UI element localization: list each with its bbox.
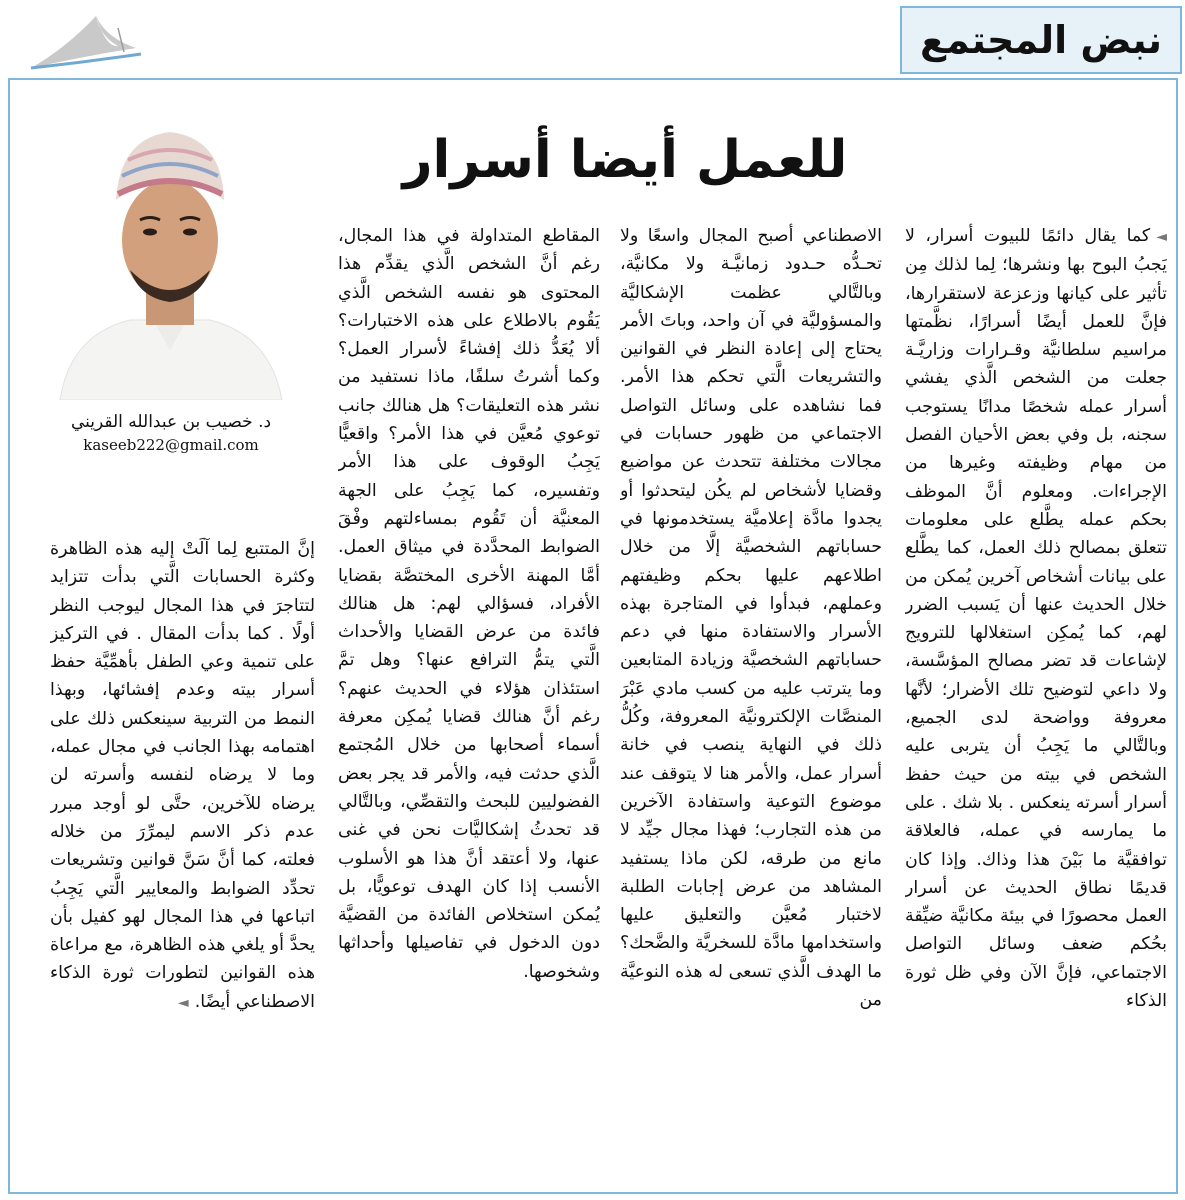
author-byline bbox=[40, 412, 302, 454]
author-email: kaseeb222@gmail.com bbox=[83, 436, 259, 454]
column-text: الاصطناعي أصبح المجال واسعًا ولا تحـدُّه حـدود زمانيَّـة ولا مكانيَّة، وبالتَّالي عظمت الإشكاليَّة والمسؤوليَّة في آن واحد، وباتَ الأمر يحتاج إلى إعادة النظر في القوانين والتشريعات الَّتي تحكم هذا الأمر. فما نشاهده على وسائل التواصل الاجتماعي من ظهور حسابات في مجالات مختلفة تتحدث عن مواضيع وقضايا لأشخاص لم يكُن ليتحدثوا أو يجدوا مادَّة إعلاميَّة يستخدمونها في حساباتهم الشخصيَّة إلَّا من خلال اطلاعهم عليها بحكم وظيفتهم وعملهم، فبدأوا في المتاجرة بهذه الأسرار والاستفادة منها في دعم حساباتهم الشخصيَّة وزيادة المتابعين وما يترتب عليه من كسب مادي عَبْرَ المنصَّات الإلكترونيَّة المعروفة، وكُلُّ ذلك في النهاية ينصب في خانة أسرار عمل، والأمر هنا لا يتوقف عند موضوع التوعية واستفادة الآخرين من هذه التجارب؛ فهذا مجال جيِّد لا مانع من طرقه، لكن ماذا يستفيد المشاهد من عرض إجابات الطلبة لاختبار مُعيَّن والتعليق عليها واستخدامها مادَّة للسخريَّة والضَّحك؟ ما الهدف الَّذي تسعى له هذه النوعيَّة من bbox=[620, 226, 882, 1011]
column-text: إنَّ المتتبع لِما آلَتْ إليه هذه الظاهرة وكثرة الحسابات الَّتي بدأت تتزايد لتتاجرَ في هذا المجال ليوجب النظر أولًا . كما بدأت المقال . في التركيز على تنمية وعي الطفل بأهمِّيَّة حفظ أسرار بيته وعدم إفشائها، وبهذا النمط من التربية سينعكس ذلك على اهتمامه بهذا الجانب في مجال عمله، وما لا يرضاه لنفسه وأسرته لن يرضاه للآخرين، حتَّى لو أوجد مبرر عدم ذكر الاسم ليمرِّرَ من خلاله فعلته، كما أنَّ سَنَّ قوانين وتشريعات تحدِّد الضوابط والمعايير الَّتي يَجِبُ اتباعها في هذا المجال لهو كفيل بأن يحدَّ أو يلغي هذه الظاهرة، مع مراعاة هذه القوانين لتطورات ثورة الذكاء الاصطناعي أيضًا. bbox=[50, 539, 315, 1012]
column-text: المقاطع المتداولة في هذا المجال، رغم أنَّ الشخص الَّذي يقدِّم هذا المحتوى هو نفسه الشخص الَّذي يَقُوم بالاطلاع على هذه الاختبارات؟ ألا يُعَدُّ ذلك إفشاءً لأسرار العمل؟ وكما أشرتُ سلفًا، ماذا نستفيد من نشر هذه التعليقات؟ هل هنالك جانب توعوي مُعيَّن في هذا الأمر؟ واقعيًّا يَجِبُ الوقوف على هذا الأمر وتفسيره، كما يَجِبُ على الجهة المعنيَّة أن تَقُوم بمساءلتهم وفْقَ الضوابط المحدَّدة في ميثاق العمل. أمَّا المهنة الأخرى المختصَّة بقضايا الأفراد، فسؤالي لهم: هل هنالك فائدة من عرض القضايا والأحداث الَّتي يتمُّ الترافع عنها؟ وهل تمَّ استئذان هؤلاء في الحديث عنهم؟ رغم أنَّ هنالك قضايا يُمكِن معرفة أسماء أصحابها من خلال المُجتمع الَّذي حدثت فيه، والأمر قد يجر بعض الفضوليين للبحث والتقصِّي، وبالتَّالي قد تحدثُ إشكاليَّات نحن في غنى عنها، ولا أعتقد أنَّ هذا هو الأسلوب الأنسب إذا كان الهدف توعويًّا، بل يُمكن استخلاص الفائدة من القضيَّة دون الدخول في تفاصيلها وأحداثها وشخوصها. bbox=[338, 226, 600, 982]
section-title: نبض المجتمع bbox=[920, 18, 1162, 62]
author-portrait bbox=[50, 110, 290, 400]
author-name: د. خصيب بن عبدالله القريني bbox=[70, 412, 272, 432]
end-mark-icon: ◄ bbox=[177, 994, 189, 1011]
bullet-icon: ◄ bbox=[1156, 229, 1167, 245]
section-tab bbox=[900, 6, 1182, 74]
article-column-2 bbox=[620, 222, 882, 1192]
article-title: للعمل أيضا أسرار bbox=[402, 130, 848, 190]
article-column-1 bbox=[905, 222, 1167, 1192]
article-column-3 bbox=[338, 222, 600, 1192]
column-text: كما يقال دائمًا للبيوت أسرار، لا يَجبُ البوح بها ونشرها؛ لِما لذلك مِن تأثير على كيانها وزعزعة لاستقرارها، فإنَّ للعمل أيضًا أسرارًا، نظَّمتها مراسيم سلطانيَّة وقـرارات وزاريَّـة جعلت من الشخص الَّذي يفشي أسرار عمله شخصًا مدانًا يستوجب سجنه، بل وفي بعض الأحيان الفصل من مهام وظيفته وغيرها من الإجراءات. ومعلوم أنَّ الموظف بحكم عمله يطَّلع على معلومات تتعلق بمصالح ذلك العمل، كما يطَّلع على بيانات أشخاص آخرين يُمكن من خلال الحديث عنها أن يَسبب الضرر لهم، كما يُمكِن استغلالها للترويج لإشاعات قد تضر مصالح المؤسَّسة، ولا داعي لتوضيح تلك الأضرار؛ لأنَّها معروفة وواضحة لدى الجميع، وبالتَّالي ما يَجِبُ أن يتربى عليه الشخص في بيته من حيث حفظ أسرار أسرته ينعكس . بلا شك . على ما يمارسه في عمله، فالعلاقة توافقيَّة ما بَيْنَ هذا وذاك. وإذا كان قديمًا نطاق الحديث عن أسرار العمل محصورًا في بيئة مكانيَّة ضيِّقة بحُكم ضعف وسائل التواصل الاجتماعي، فإنَّ الآن وفي ظل ثورة الذكاء bbox=[905, 226, 1167, 1012]
article-column-4 bbox=[50, 535, 315, 1195]
sail-logo-icon bbox=[26, 8, 146, 78]
